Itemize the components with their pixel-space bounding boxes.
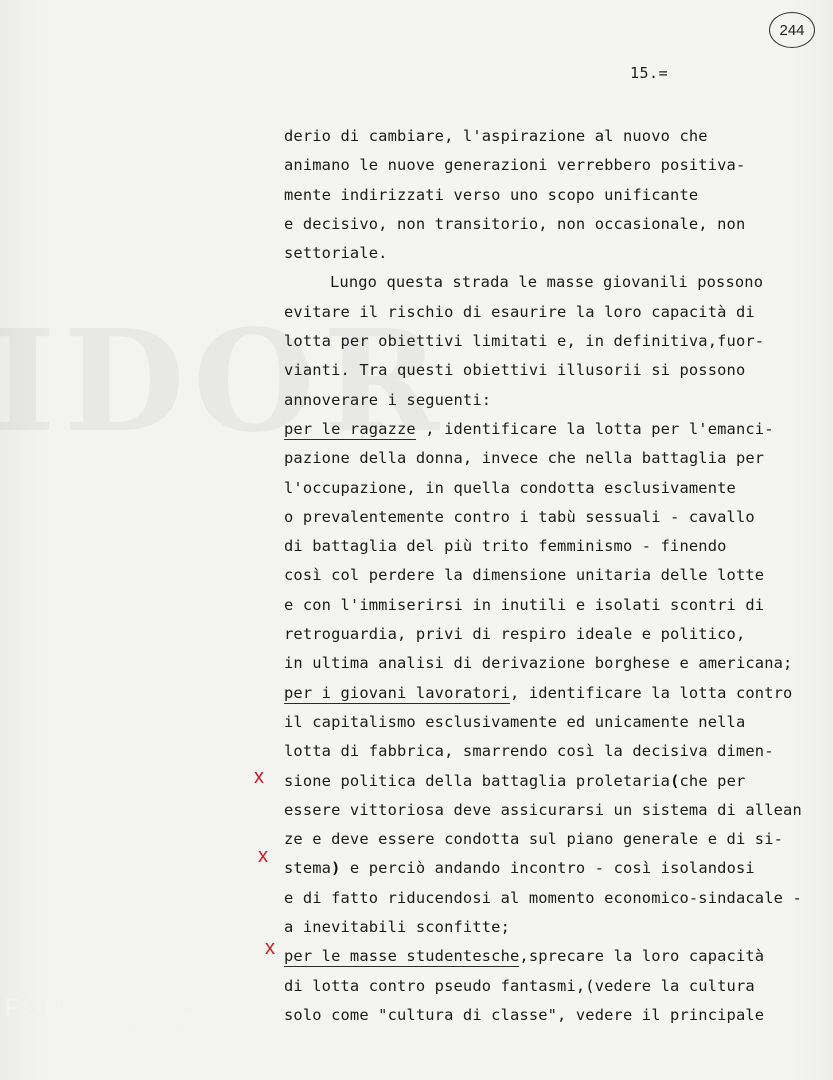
section-heading-lavoratori: per i giovani lavoratori bbox=[284, 683, 510, 702]
archive-number-stamp bbox=[769, 12, 815, 48]
section-lavoratori-line bbox=[284, 679, 804, 708]
text-span: e perciò andando incontro - così isolandosi bbox=[340, 859, 755, 878]
text-line: retroguardia, privi di respiro ideale e politico, bbox=[284, 625, 746, 644]
text-line: essere vittoriosa deve assicurarsi un sistema di allean bbox=[284, 800, 802, 819]
page-number: 15.= bbox=[630, 64, 669, 82]
typewritten-text bbox=[284, 122, 804, 1030]
red-margin-mark-3: x bbox=[265, 937, 275, 959]
archive-number: 244 bbox=[779, 21, 805, 39]
text-line: mente indirizzati verso uno scopo unificante bbox=[284, 185, 699, 204]
text-line: e con l'immiserirsi in inutili e isolati scontri di bbox=[284, 595, 765, 614]
handwritten-open-bracket: ( bbox=[670, 771, 680, 790]
text-line: animano le nuove generazioni verrebbero positiva- bbox=[284, 156, 746, 175]
text-span: , identificare la lotta contro bbox=[509, 683, 793, 702]
bracketed-line-b bbox=[284, 854, 804, 883]
text-line: solo come "cultura di classe", vedere il principale bbox=[284, 1005, 765, 1024]
text-span: , identificare la lotta per l'emanci- bbox=[415, 419, 774, 438]
fondazione-watermark-logo bbox=[0, 992, 220, 1072]
handwritten-close-bracket: ) bbox=[331, 859, 341, 878]
section-studenti-line bbox=[284, 942, 804, 971]
text-line: settoriale. bbox=[284, 244, 388, 263]
section-heading-ragazze: per le ragazze bbox=[284, 419, 416, 438]
text-line: ze e deve essere condotta sul piano generale e di si- bbox=[284, 830, 784, 849]
watermark-line2: GRAMSCI bbox=[70, 1014, 207, 1044]
text-span: ,sprecare la loro capacità bbox=[519, 947, 765, 966]
text-span: sione politica della battaglia proletaria bbox=[284, 771, 671, 790]
paragraph-start-line: Lungo questa strada le masse giovanili possono bbox=[330, 273, 764, 292]
text-span: stema bbox=[284, 859, 332, 878]
bracketed-line-a bbox=[284, 767, 804, 796]
text-line: lotta di fabbrica, smarrendo così la decisiva dimen- bbox=[284, 742, 774, 761]
text-line: a inevitabili sconfitte; bbox=[284, 918, 510, 937]
text-line: annoverare i seguenti: bbox=[284, 390, 492, 409]
text-line: in ultima analisi di derivazione borghese e americana; bbox=[284, 654, 793, 673]
text-line: pazione della donna, invece che nella battaglia per bbox=[284, 449, 765, 468]
text-line: e di fatto riducendosi al momento economico-sindacale - bbox=[284, 888, 802, 907]
red-margin-mark-2: x bbox=[258, 845, 268, 867]
text-line: e decisivo, non transitorio, non occasionale, non bbox=[284, 214, 746, 233]
section-heading-studenti: per le masse studentesche bbox=[284, 947, 520, 966]
text-line: di battaglia del più trito femminismo - finendo bbox=[284, 537, 727, 556]
text-line: vianti. Tra questi obiettivi illusorii si possono bbox=[284, 361, 746, 380]
text-line: o prevalentemente contro i tabù sessuali - cavallo bbox=[284, 507, 755, 526]
text-line: evitare il rischio di esaurire la loro capacità di bbox=[284, 302, 755, 321]
red-margin-mark-1: x bbox=[254, 766, 264, 788]
text-line: così col perdere la dimensione unitaria delle lotte bbox=[284, 566, 765, 585]
text-line: di lotta contro pseudo fantasmi,(vedere la cultura bbox=[284, 976, 755, 995]
text-line: lotta per obiettivi limitati e, in definitiva,fuor- bbox=[284, 332, 765, 351]
text-span: che per bbox=[679, 771, 746, 790]
text-line: derio di cambiare, l'aspirazione al nuovo che bbox=[284, 127, 708, 145]
section-ragazze-line bbox=[284, 415, 804, 444]
watermark-line1: FONDAZIONE bbox=[4, 992, 196, 1022]
text-line: l'occupazione, in quella condotta esclusivamente bbox=[284, 478, 736, 497]
text-line: il capitalismo esclusivamente ed unicamente nella bbox=[284, 712, 746, 731]
